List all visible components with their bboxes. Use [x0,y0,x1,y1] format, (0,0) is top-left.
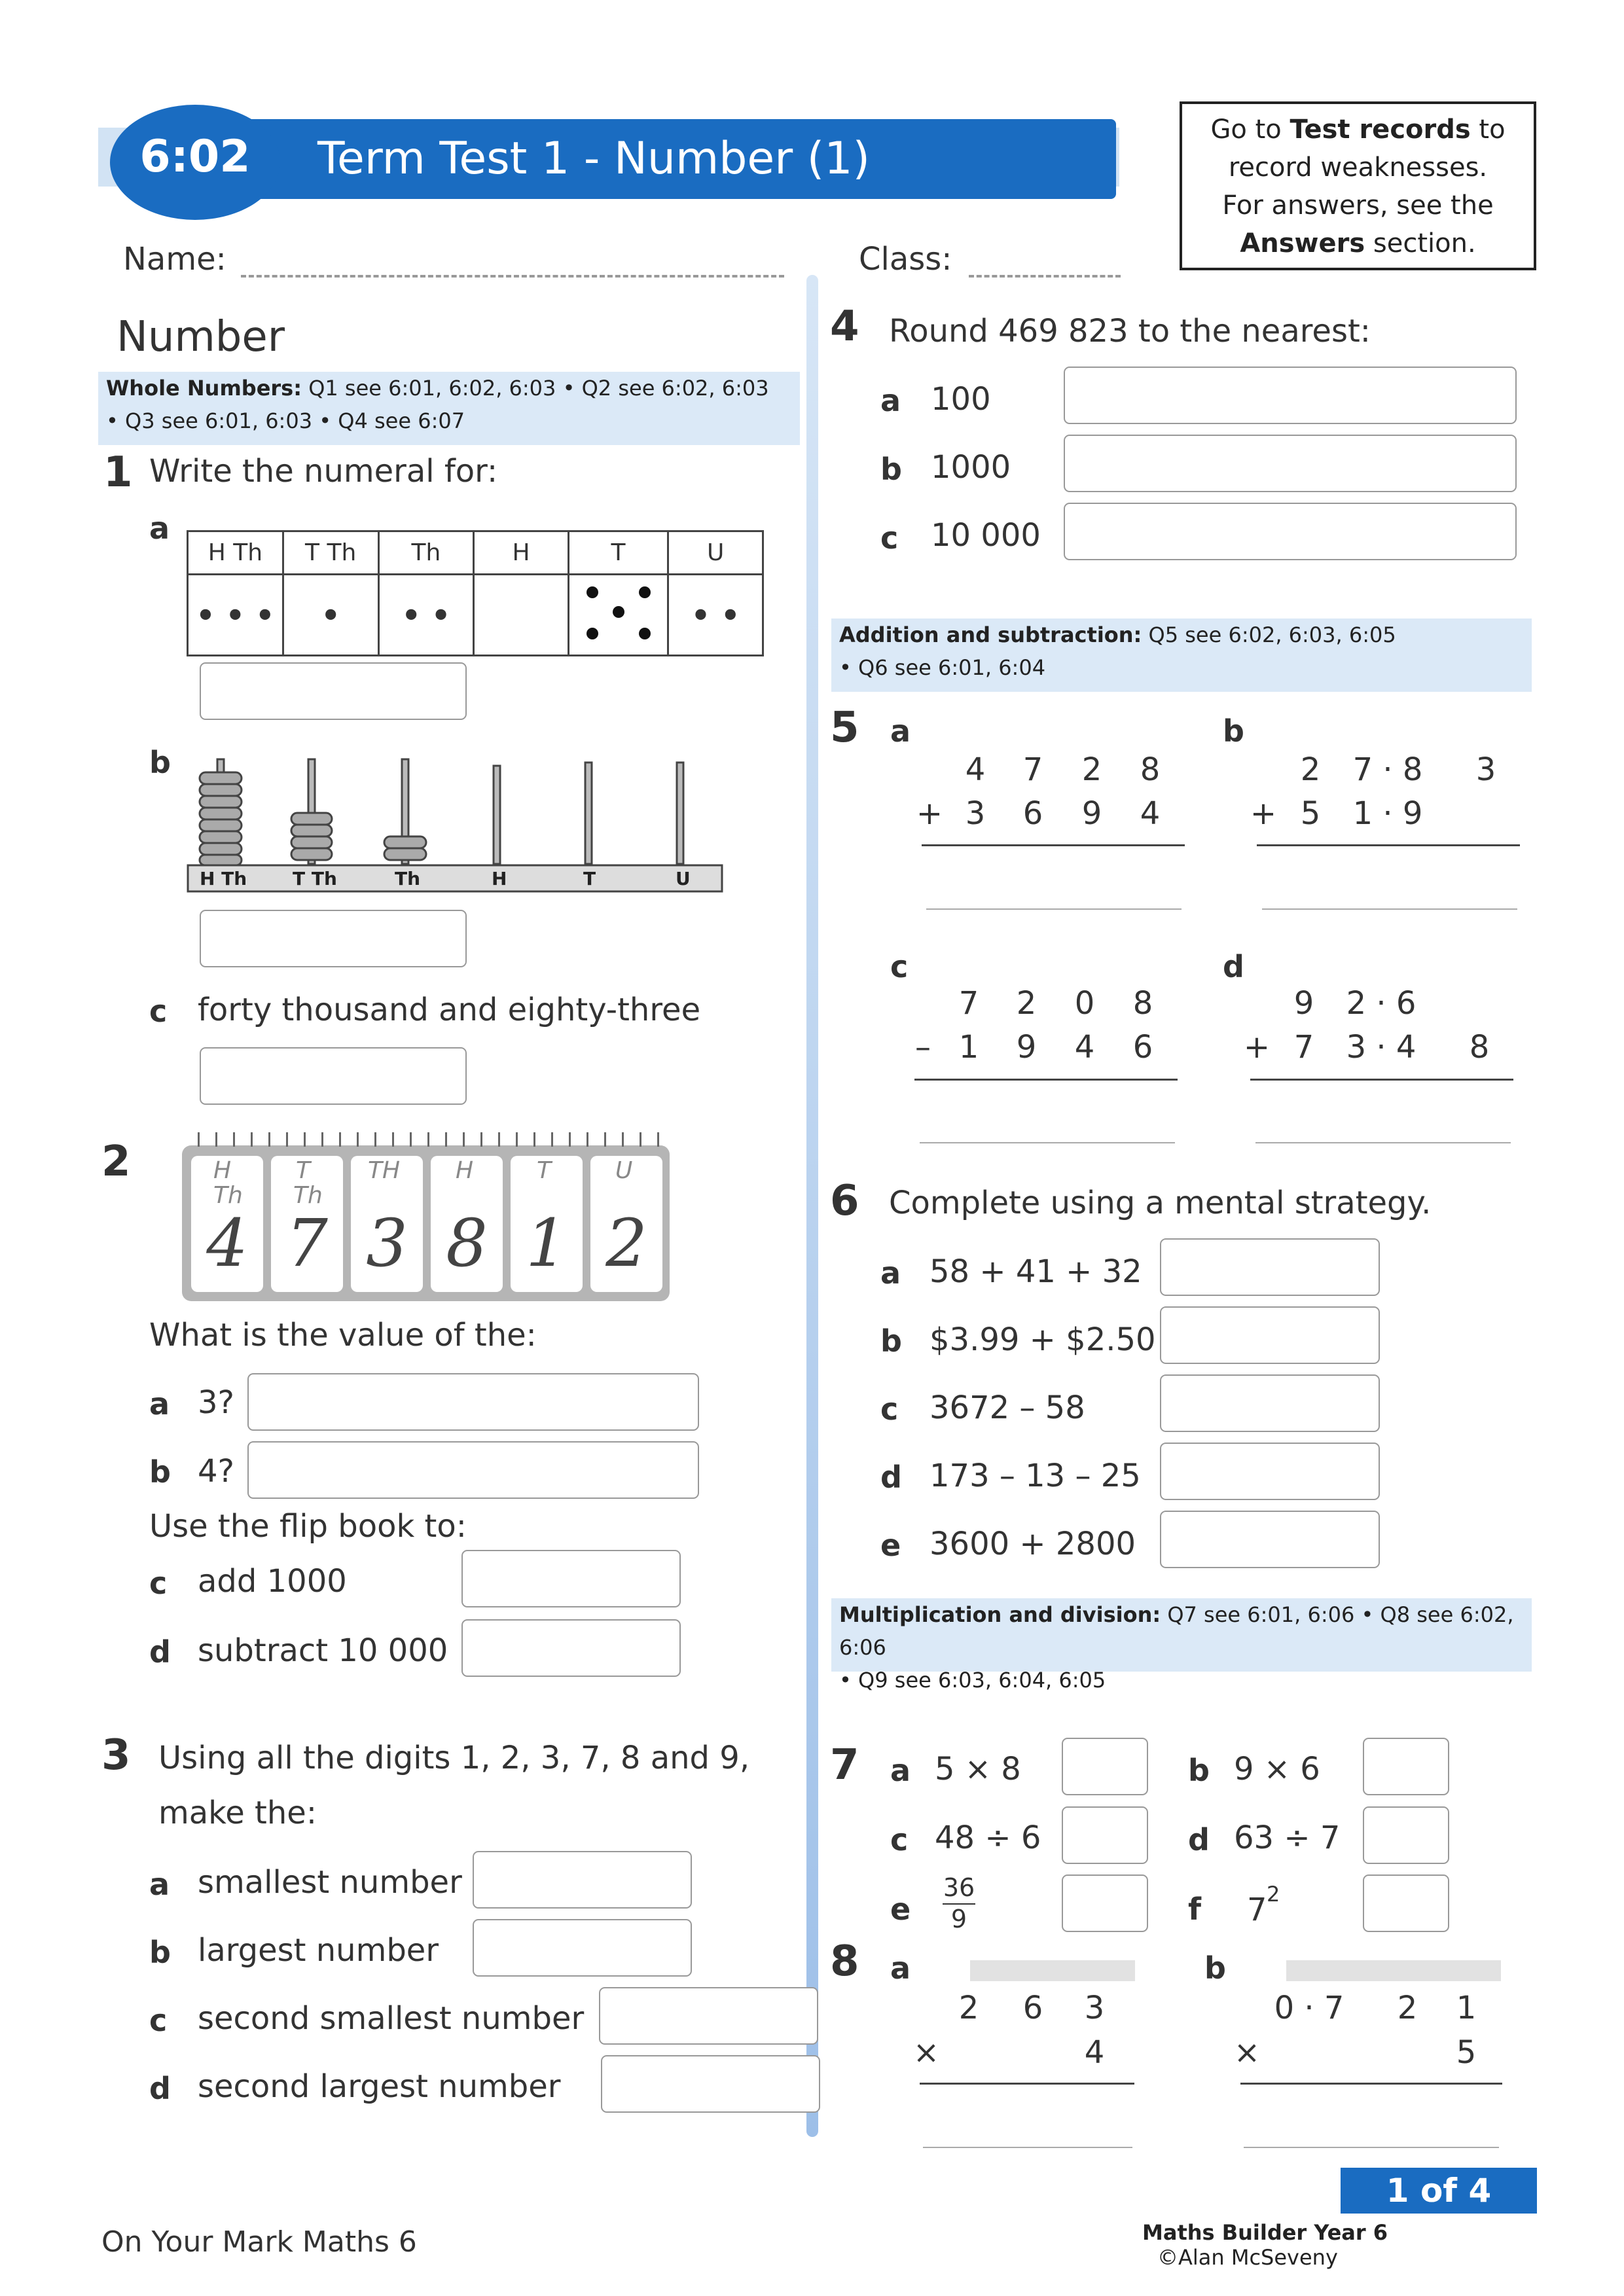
operator: – [915,1029,931,1066]
sum-line [922,844,1185,846]
question-text: 173 – 13 – 25 [929,1458,1141,1494]
part-label: c [880,520,899,556]
answer-box-2b[interactable] [247,1441,699,1499]
digit: 2 [1016,985,1037,1022]
power-exponent: 2 [1267,1882,1280,1907]
flip-label: U [615,1157,633,1184]
flip-label: TH [368,1157,401,1184]
answer-box-7d[interactable] [1363,1806,1449,1864]
question-number: 1 [103,448,133,497]
part-label: d [880,1460,902,1495]
part-label: c [149,2003,168,2038]
name-label: Name: [123,241,226,278]
question-text: 5 × 8 [935,1751,1021,1787]
digit: 4 [1074,1029,1095,1066]
part-label: c [890,949,909,984]
answer-box-1b[interactable] [200,910,467,967]
question-text: Complete using a mental strategy. [889,1185,1432,1221]
digit: 1 · 9 [1352,795,1423,832]
flip-label: H [213,1157,232,1184]
answer-box-3a[interactable] [473,1851,692,1909]
part-label: a [890,713,911,749]
digit: 4 [1084,2034,1105,2071]
digit: 7 [1293,1029,1314,1066]
note-text: Go to [1210,115,1290,145]
pvt-header: T Th [283,531,378,575]
digit: 3 [1475,751,1496,788]
digit: 0 · 7 [1274,1990,1344,2026]
product-line [1240,2083,1502,2085]
page-number: 1 of 4 [1386,2172,1492,2210]
digit: 3 · 4 [1346,1029,1416,1066]
question-number: 5 [830,704,859,752]
question-text: 1000 [931,449,1011,486]
question-number: 3 [101,1731,131,1780]
abacus-label: U [676,868,691,889]
pvt-header: Th [378,531,474,575]
name-field[interactable] [241,275,784,278]
digit: 8 [1469,1029,1490,1066]
abacus-label: H [492,868,507,889]
part-label: c [149,1566,168,1601]
answer-line[interactable] [1262,908,1517,910]
answer-line[interactable] [1244,2147,1499,2148]
digit: 8 [1132,985,1153,1022]
question-text: 58 + 41 + 32 [929,1253,1142,1290]
pvt-header: T [568,531,668,575]
product-line [920,2083,1134,2085]
digit: 8 [1140,751,1161,788]
topic-band [831,1598,1532,1693]
digit: 4 [965,751,986,788]
digit: 7 [958,985,979,1022]
flip-label: T [537,1157,551,1184]
answer-box-6c[interactable] [1160,1374,1380,1432]
question-text: subtract 10 000 [198,1632,448,1669]
answer-line[interactable] [920,1142,1175,1143]
flip-label: H [456,1157,474,1184]
part-label: c [880,1391,899,1427]
part-label: d [1188,1822,1210,1857]
answer-box-6a[interactable] [1160,1238,1380,1296]
five-dots-icon [573,576,664,648]
question-text: 63 ÷ 7 [1234,1820,1341,1856]
class-field[interactable] [969,275,1121,278]
digit: 1 [958,1029,979,1066]
sum-line [914,1079,1178,1081]
class-label: Class: [859,241,952,278]
footer-left: On Your Mark Maths 6 [101,2225,417,2259]
question-text: make the: [158,1795,317,1831]
part-label: d [1223,949,1244,984]
operator: + [1250,795,1277,832]
answer-box-3b[interactable] [473,1919,692,1977]
digit: 3 [1084,1990,1105,2026]
band-text: • Q6 see 6:01, 6:04 [839,655,1046,680]
pvt-dots [474,575,569,656]
answer-box-3c[interactable] [599,1987,818,2045]
pvt-header: U [668,531,763,575]
badge-text: 6:02 [139,131,251,183]
answer-box-4b[interactable] [1064,435,1517,492]
question-text: second smallest number [198,2000,585,2037]
part-label: d [149,2071,171,2106]
flip-digit: 7 [286,1205,328,1282]
digit: 2 [1081,751,1102,788]
flip-digit: 3 [366,1205,408,1282]
note-text: For answers, see the [1222,190,1494,221]
band-heading: Addition and subtraction: [839,622,1142,647]
digit: 5 [1300,795,1321,832]
note-link-answers: Answers [1240,228,1365,259]
question-text: 3600 + 2800 [929,1526,1136,1562]
pvt-header: H Th [188,531,283,575]
pvt-dots: • • • [188,575,283,656]
question-text: Using all the digits 1, 2, 3, 7, 8 and 9, [158,1740,750,1776]
question-text: smallest number [198,1864,462,1901]
answer-box-6d[interactable] [1160,1443,1380,1500]
digit: 6 [1022,795,1043,832]
column-divider [806,275,818,2137]
question-text: Write the numeral for: [149,453,498,490]
digit: 6 [1132,1029,1153,1066]
part-label: a [880,1255,901,1291]
question-number: 8 [830,1937,859,1986]
digit: 6 [1022,1990,1043,2026]
copyright: ©Alan McSeveny [1157,2245,1338,2270]
part-label: b [1204,1950,1226,1986]
band-heading: Whole Numbers: [106,376,302,401]
band-text: Q5 see 6:02, 6:03, 6:05 [1142,622,1396,647]
flip-book-rings [190,1132,661,1147]
pvt-dots-five [568,575,668,656]
note-text: to [1470,115,1506,145]
pvt-dots: • [283,575,378,656]
place-value-chart [187,530,764,656]
abacus-label: Th [395,868,421,889]
question-number: 2 [101,1138,131,1186]
part-label: b [149,745,171,780]
part-label: a [149,1386,170,1422]
flip-digit: 8 [446,1205,488,1282]
question-text: 4? [198,1453,235,1490]
answer-box-2d[interactable] [461,1619,681,1677]
flip-digit: 1 [526,1205,568,1282]
question-text: What is the value of the: [149,1317,537,1354]
question-number: 4 [830,302,859,351]
digit: 9 [1293,985,1314,1022]
answer-box-7c[interactable] [1062,1806,1148,1864]
part-label: f [1188,1892,1202,1927]
answer-box-3d[interactable] [601,2055,820,2113]
answer-box-2a[interactable] [247,1373,699,1431]
question-number: 7 [830,1741,859,1789]
pvt-header: H [474,531,569,575]
part-label: a [149,1867,170,1902]
sum-line [1257,844,1520,846]
digit: 0 [1074,985,1095,1022]
digit: 2 · 6 [1346,985,1416,1022]
note-link-test-records: Test records [1290,115,1471,145]
part-label: c [890,1822,909,1857]
part-label: a [890,1753,911,1788]
question-text: largest number [198,1932,439,1969]
question-text: 48 ÷ 6 [935,1820,1041,1856]
band-heading: Multiplication and division: [839,1602,1161,1627]
part-label: b [880,1323,902,1359]
page-title: Term Test 1 - Number (1) [317,133,871,185]
question-text: 10 000 [931,517,1041,554]
question-text: $3.99 + $2.50 [929,1321,1156,1358]
digit: 7 · 8 [1352,751,1423,788]
abacus-label: H Th [200,868,247,889]
digit: 9 [1081,795,1102,832]
abacus-labels [187,867,723,893]
digit: 3 [965,795,986,832]
answer-box-4c[interactable] [1064,503,1517,560]
digit: 2 [958,1990,979,2026]
question-text: 9 × 6 [1234,1751,1320,1787]
part-label: e [880,1528,901,1563]
part-label: b [1223,713,1244,749]
note-text: section. [1365,228,1476,259]
operator: + [1243,1029,1271,1066]
answer-box-1a[interactable] [200,662,467,720]
carry-band [1286,1960,1501,1981]
question-text: add 1000 [198,1563,347,1600]
topic-band [98,372,800,445]
band-text: Q1 see 6:01, 6:02, 6:03 • Q2 see 6:02, 6:03 [302,376,769,401]
flip-digit: 2 [605,1205,647,1282]
band-text: • Q3 see 6:01, 6:03 • Q4 see 6:07 [106,408,465,433]
fraction-denominator: 9 [950,1905,967,1933]
operator: × [912,2034,940,2071]
flip-label: Th [213,1182,243,1209]
flip-book-pages [191,1156,661,1292]
digit: 9 [1016,1029,1037,1066]
pvt-dots: • • [668,575,763,656]
question-text: Round 469 823 to the nearest: [889,313,1371,350]
part-label: d [149,1634,171,1670]
digit: 2 [1397,1990,1418,2026]
pvt-dots: • • [378,575,474,656]
question-text: Use the flip book to: [149,1508,467,1545]
answer-box-7e[interactable] [1062,1874,1148,1932]
digit: 1 [1456,1990,1477,2026]
part-label: a [890,1950,911,1986]
part-label: b [149,1454,171,1490]
question-text: 3672 – 58 [929,1390,1085,1426]
part-label: b [1188,1753,1210,1788]
sum-line [1250,1079,1513,1081]
part-label: b [880,452,902,487]
answer-box-7a[interactable] [1062,1738,1148,1795]
part-label: a [149,511,170,546]
answer-line[interactable] [926,908,1182,910]
carry-band [970,1960,1135,1981]
flip-digit: 4 [206,1205,248,1282]
digit: 7 [1022,751,1043,788]
digit: 4 [1140,795,1161,832]
answer-line[interactable] [1255,1142,1511,1143]
question-text: 100 [931,381,991,418]
note-text: record weaknesses. [1228,152,1488,183]
band-text: Q7 see 6:01, 6:06 • Q8 see 6:02, 6:06 [839,1602,1514,1660]
part-label: c [149,994,168,1029]
section-title: Number [117,313,285,361]
digit: 5 [1456,2034,1477,2071]
answer-box-7b[interactable] [1363,1738,1449,1795]
answer-box-6b[interactable] [1160,1306,1380,1364]
answer-box-6e[interactable] [1160,1511,1380,1568]
abacus-label: T Th [293,868,337,889]
flip-label: T [296,1157,310,1184]
question-text: forty thousand and eighty-three [198,992,701,1028]
answer-box-4a[interactable] [1064,367,1517,424]
part-label: e [890,1892,911,1927]
fraction-numerator: 36 [943,1873,975,1902]
power-base: 7 [1247,1892,1267,1928]
digit: 2 [1300,751,1321,788]
answer-line[interactable] [923,2147,1132,2148]
operator: + [916,795,943,832]
operator: × [1233,2034,1261,2071]
abacus-label: T [583,868,596,889]
question-text: second largest number [198,2068,561,2105]
band-text: • Q9 see 6:03, 6:04, 6:05 [839,1668,1106,1693]
part-label: b [149,1935,171,1970]
answer-box-7f[interactable] [1363,1874,1449,1932]
answer-box-2c[interactable] [461,1550,681,1607]
book-title: Maths Builder Year 6 [1142,2220,1388,2245]
note-box [1180,101,1536,270]
part-label: a [880,383,901,418]
question-number: 6 [830,1177,859,1225]
answer-box-1c[interactable] [200,1047,467,1105]
question-text: 3? [198,1384,235,1421]
flip-label: Th [293,1182,323,1209]
topic-band [831,619,1532,692]
